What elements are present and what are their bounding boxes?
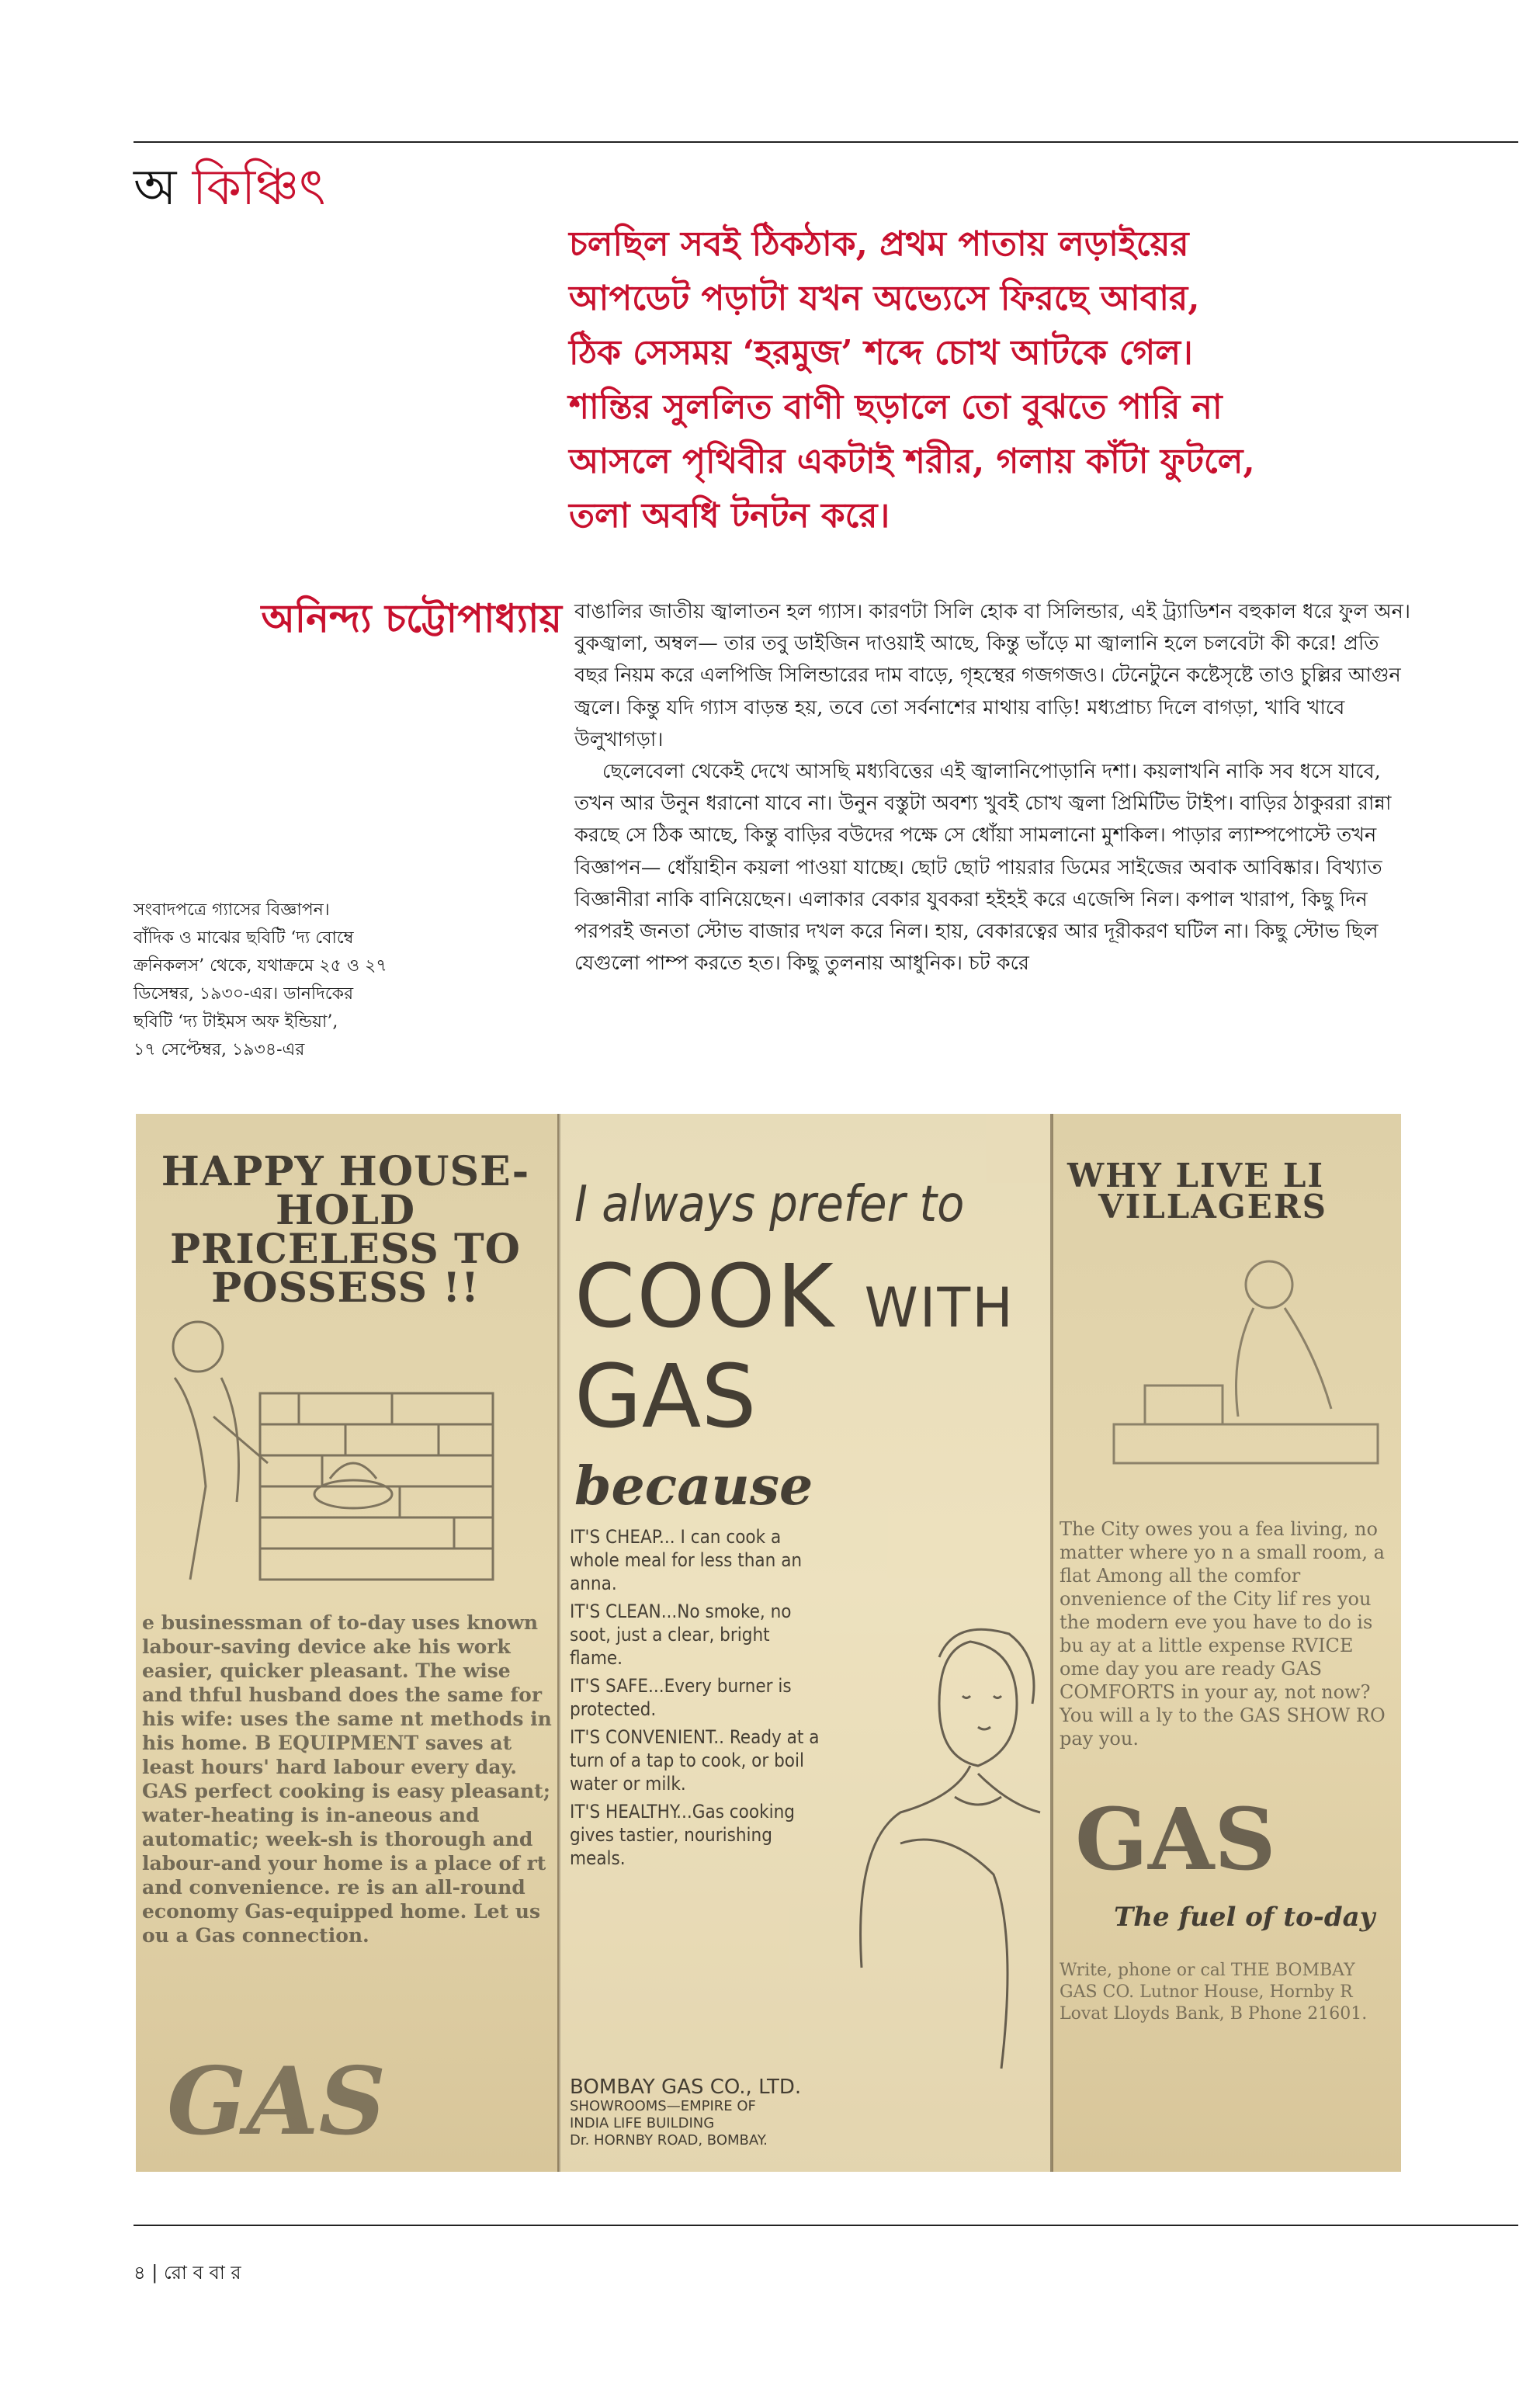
headline-line: POSSESS !! [211,1264,480,1312]
kitchen-illustration [144,1300,547,1595]
headline-line: WHY LIVE LI [1067,1157,1325,1195]
ad-right-copy: The City owes you a fea living, no matter where yo n a small room, a flat Among all the comfor onvenience of the City lif res you the modern eve you have to do is bu ay at a little expense RVICE ome day you are ready GAS COMFORTS in your ay, not now? You will a ly to the GAS SHOW RO pay you. [1060,1518,1386,1750]
ad-right-logo: GAS [1075,1789,1276,1889]
publication-name: রো ব বা র [163,2262,241,2284]
caption-line: ছবিটি ‘দ্য টাইমস অফ ইন্ডিয়া’, [134,1012,338,1032]
section-label [134,159,326,217]
article-paragraph: বাঙালির জাতীয় জ্বালাতন হল গ্যাস। কারণটা সিলি হোক বা সিলিন্ডার, এই ট্র্যাডিশন বহুকাল ধরে ফুল অন। বুকজ্বালা, অম্বল— তার তবু ডাইজিন দাওয়াই আছে, কিন্তু ভাঁড়ে মা জ্বালানি হলে চলবেটা কী করে! প্রতি বছর নিয়ম করে এলপিজি সিলিন্ডারের দাম বাড়ে, গৃহস্থের গজগজও। টেনেটুনে কষ্টেসৃষ্টে তাও চুল্লির আগুন জ্বলে। কিন্তু যদি গ্যাস বাড়ন্ত হয়, তবে তো সর্বনাশের মাথায় বাড়ি! মধ্যপ্রাচ্য দিলে বাগড়া, খাবি খাবে উলুখাগড়া। [574,600,1410,751]
standfirst [569,217,1345,543]
page-number: ৪ [134,2262,146,2284]
headline-line: HAPPY HOUSE- [161,1148,530,1195]
headline-line: VILLAGERS [1098,1188,1327,1226]
ad-middle-reasons [570,1525,826,1875]
ad-left-logo: GAS [167,2047,387,2156]
standfirst-line: আসলে পৃথিবীর একটাই শরীর, গলায় কাঁটা ফুটলে, [569,442,1255,481]
top-rule [134,141,1518,143]
image-caption [134,897,467,1064]
author-byline: অনিন্দ্য চট্টোপাধ্যায় [261,595,562,641]
reason-item: IT'S CLEAN...No smoke, no soot, just a clear, bright flame. [570,1601,792,1669]
caption-line: সংবাদপত্রে গ্যাসের বিজ্ঞাপন। [134,900,330,920]
ad-middle [559,1114,1052,2172]
address-line: INDIA LIFE BUILDING [570,2115,715,2131]
ad-left [136,1114,559,2172]
caption-line: ক্রনিকলস’ থেকে, যথাক্রমে ২৫ ও ২৭ [134,956,387,976]
reason-item: IT'S SAFE...Every burner is protected. [570,1675,792,1720]
ad-middle-line1: I always prefer to [574,1176,965,1233]
bottom-rule [134,2225,1518,2226]
ad-middle-footer [570,2076,865,2149]
ad-left-copy: e businessman of to-day uses known labour-saving device ake his work easier, quicker pleasant. The wise and thful husband does the same for his wife: uses the same nt methods in his home. B EQUIPMENT saves at least hours' hard labour every day. GAS perfect cooking is easy pleasant; water-heating is in-aneous and automatic; week-sh is thorough and labour-and your home is a place of rt and convenience. re is an all-round economy Gas-equipped home. Let us ou a Gas connection. [142,1611,552,1947]
ad-middle-with: WITH [864,1276,1015,1340]
ad-right-footer: Write, phone or cal THE BOMBAY GAS CO. Lutnor House, Hornby R Lovat Lloyds Bank, B Phone 21601. [1060,1961,1368,2024]
ad-right-slogan: The fuel of to-day [1114,1902,1375,1933]
ad-middle-because: because [574,1455,813,1517]
caption-line: ডিসেম্বর, ১৯৩০-এর। ডানদিকের [134,984,354,1004]
address-line: SHOWROOMS—EMPIRE OF [570,2098,756,2114]
standfirst-line: চলছিল সবই ঠিকঠাক, প্রথম পাতায় লড়াইয়ের [569,224,1189,264]
address-line: Dr. HORNBY ROAD, BOMBAY. [570,2132,768,2148]
ad-middle-cook: COOK [574,1247,835,1347]
reason-item: IT'S HEALTHY...Gas cooking gives tastier, nourishing meals. [570,1801,795,1869]
headline-line: PRICELESS TO [170,1226,521,1273]
standfirst-line: শান্তির সুললিত বাণী ছড়ালে তো বুঝতে পারি না [569,387,1223,427]
article-body [574,596,1413,980]
ad-right-headline [1067,1157,1327,1226]
standfirst-line: তলা অবধি টনটন করে। [569,496,890,536]
headline-line: HOLD [275,1187,416,1234]
vintage-ad-collage [136,1114,1401,2172]
caption-line: বাঁদিক ও মাঝের ছবিটি ‘দ্য বোম্বে [134,928,354,948]
standfirst-line: ঠিক সেসময় ‘হরমুজ’ শব্দে চোখ আটকে গেল। [569,333,1193,373]
ad-right-illustration [1067,1230,1393,1494]
section-prefix: অ [134,159,177,217]
company-name: BOMBAY GAS CO., LTD. [570,2076,802,2099]
section-title: কিঞ্চিৎ [192,159,326,217]
ad-middle-gas: GAS [574,1347,757,1448]
ad-middle-line2 [574,1247,1015,1347]
caption-line: ১৭ সেপ্টেম্বর, ১৯৩৪-এর [134,1040,305,1060]
standfirst-line: আপডেট পড়াটা যখন অভ্যেসে ফিরছে আবার, [569,279,1200,318]
page-footer [134,2259,241,2290]
ad-left-headline [144,1148,547,1312]
reason-item: IT'S CHEAP... I can cook a whole meal for less than an anna. [570,1526,803,1594]
reason-item: IT'S CONVENIENT.. Ready at a turn of a tap to cook, or boil water or milk. [570,1726,820,1795]
woman-illustration [854,1611,1048,2076]
article-paragraph: ছেলেবেলা থেকেই দেখে আসছি মধ্যবিত্তের এই জ্বালানিপোড়ানি দশা। কয়লাখনি নাকি সব ধসে যাবে, তখন আর উনুন ধরানো যাবে না। উনুন বস্তুটা অবশ্য খুবই চোখ জ্বলা প্রিমিটিভ টাইপ। বাড়ির ঠাকুররা রান্না করছে সে ঠিক আছে, কিন্তু বাড়ির বউদের পক্ষে সে ধোঁয়া সামলানো মুশকিল। পাড়ার ল্যাম্পপোস্টে তখন বিজ্ঞাপন— ধোঁয়াহীন কয়লা পাওয়া যাচ্ছে। ছোট ছোট পায়রার ডিমের সাইজের অবাক আবিষ্কার। বিখ্যাত বিজ্ঞানীরা নাকি বানিয়েছেন। এলাকার বেকার যুবকরা হইহই করে এজেন্সি নিল। কপাল খারাপ, কিছু দিন পরপরই জনতা স্টোভ বাজার দখল করে নিল। হায়, বেকারত্বের আর দূরীকরণ ঘটিল না। কিছু স্টোভ ছিল যেগুলো পাম্প করতে হত। কিছু তুলনায় আধুনিক। চট করে [574,760,1392,976]
footer-separator: | [151,2262,158,2284]
ad-right [1052,1114,1401,2172]
